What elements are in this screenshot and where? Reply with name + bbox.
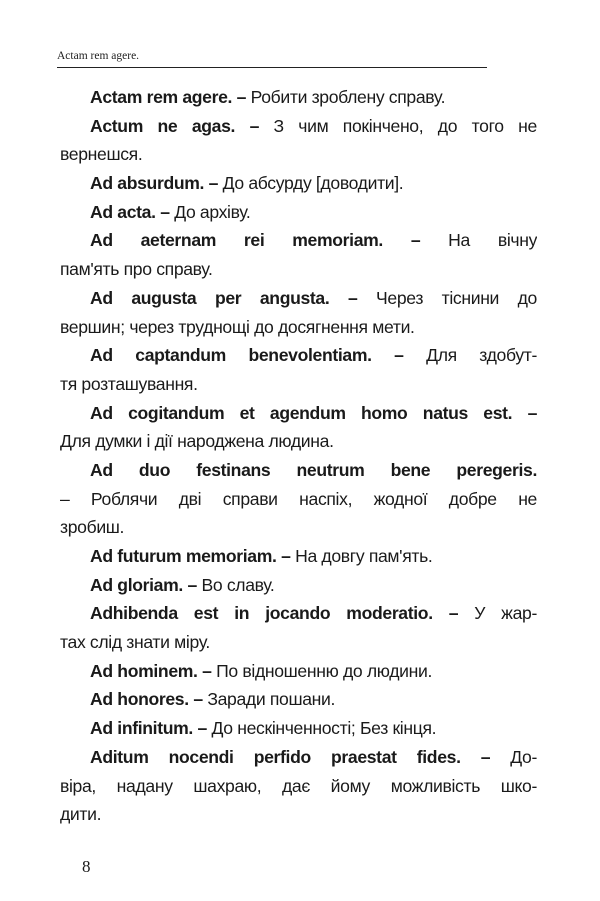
latin-phrase: Actum ne agas. <box>90 115 236 136</box>
translation: Робити зроблену справу. <box>250 87 446 107</box>
translation: Заради пошани. <box>207 689 336 710</box>
dictionary-entries <box>60 83 537 829</box>
dash: – <box>160 201 170 222</box>
latin-phrase: Ad cogitandum et agendum homo natus est. <box>90 402 513 423</box>
header-rule <box>57 67 487 68</box>
translation-continuation: зробиш. <box>60 517 125 538</box>
entry-first-line <box>60 456 537 485</box>
entry-first-line <box>60 112 537 141</box>
translation: Через тіснини до <box>376 287 537 308</box>
dash: – <box>202 660 212 681</box>
latin-phrase: Ad captandum benevolentiam. <box>90 345 372 366</box>
entry-first-line <box>60 571 537 600</box>
dictionary-entry <box>60 685 537 714</box>
dash: – <box>249 115 259 136</box>
dash: – <box>236 87 247 107</box>
entry-first-line <box>60 714 537 743</box>
translation-continuation: Для думки і дії народжена людина. <box>60 431 334 452</box>
entry-first-line <box>60 743 537 772</box>
dictionary-entry <box>60 198 537 227</box>
entry-first-line <box>60 685 537 714</box>
latin-phrase: Ad absurdum. <box>90 173 205 194</box>
dictionary-entry <box>60 399 537 456</box>
entry-first-line <box>60 399 537 428</box>
dictionary-entry <box>60 226 537 283</box>
latin-phrase: Actam rem agere. <box>90 87 233 107</box>
entry-first-line <box>60 83 537 112</box>
translation-continuation: пам'ять про справу. <box>60 259 213 280</box>
latin-phrase: Aditum nocendi perfido praestat fides. <box>90 746 461 767</box>
translation: На вічну <box>448 230 537 251</box>
dash: – <box>187 574 197 595</box>
translation-continuation: віра, надану шахраю, дає йому можливість шко- <box>60 775 537 796</box>
page-number: 8 <box>82 857 91 876</box>
entry-first-line <box>60 198 537 227</box>
entry-first-line <box>60 226 537 255</box>
dictionary-entry <box>60 599 537 656</box>
dash: – <box>394 345 404 366</box>
latin-phrase: Ad duo festinans neutrum bene peregeris. <box>90 459 537 480</box>
entry-first-line <box>60 542 537 571</box>
translation: До нескінченності; Без кінця. <box>211 718 437 739</box>
entry-first-line <box>60 341 537 370</box>
dash: – <box>193 689 203 710</box>
latin-phrase: Ad hominem. <box>90 660 198 681</box>
dash: – <box>197 718 207 739</box>
translation: З чим покінчено, до того не <box>273 115 537 136</box>
dictionary-entry <box>60 112 537 169</box>
dictionary-entry <box>60 714 537 743</box>
dictionary-entry <box>60 542 537 571</box>
running-header: Actam rem agere. <box>57 50 140 62</box>
translation: До- <box>510 746 537 767</box>
dash: – <box>281 546 291 566</box>
entry-first-line <box>60 169 537 198</box>
latin-phrase: Adhibenda est in jocando moderatio. <box>90 603 433 624</box>
dictionary-entry <box>60 83 537 112</box>
dictionary-entry <box>60 571 537 600</box>
dictionary-entry <box>60 341 537 398</box>
translation: На довгу пам'ять. <box>295 546 433 566</box>
translation: До архіву. <box>174 201 251 222</box>
translation-continuation: – Роблячи дві справи наспіх, жодної добре не <box>60 488 537 509</box>
translation: У жар- <box>474 603 537 624</box>
translation-continuation: вернешся. <box>60 144 143 165</box>
dash: – <box>527 402 537 423</box>
translation: По відношенню до людини. <box>216 660 433 681</box>
dictionary-entry <box>60 657 537 686</box>
latin-phrase: Ad acta. <box>90 201 156 222</box>
translation-continuation: тя розташування. <box>60 373 198 394</box>
latin-phrase: Ad augusta per angusta. <box>90 287 330 308</box>
dash: – <box>410 230 421 251</box>
translation-continuation: дити. <box>60 804 102 825</box>
dash: – <box>208 173 219 194</box>
dictionary-entry <box>60 169 537 198</box>
entry-first-line <box>60 599 537 628</box>
entry-first-line <box>60 284 537 313</box>
latin-phrase: Ad infinitum. <box>90 718 193 739</box>
translation: До абсурду [доводити]. <box>222 173 404 194</box>
dictionary-entry <box>60 456 537 542</box>
translation: Во славу. <box>201 574 275 595</box>
entry-first-line <box>60 657 537 686</box>
latin-phrase: Ad aeternam rei memoriam. <box>90 230 383 251</box>
latin-phrase: Ad futurum memoriam. <box>90 546 277 566</box>
dash: – <box>448 603 459 624</box>
dictionary-entry <box>60 743 537 829</box>
dictionary-entry <box>60 284 537 341</box>
latin-phrase: Ad honores. <box>90 689 189 710</box>
translation: Для здобут- <box>426 345 537 366</box>
dash: – <box>348 287 358 308</box>
latin-phrase: Ad gloriam. <box>90 574 183 595</box>
translation-continuation: тах слід знати міру. <box>60 632 210 653</box>
translation-continuation: вершин; через труднощі до досягнення мети. <box>60 316 415 337</box>
dash: – <box>480 746 491 767</box>
